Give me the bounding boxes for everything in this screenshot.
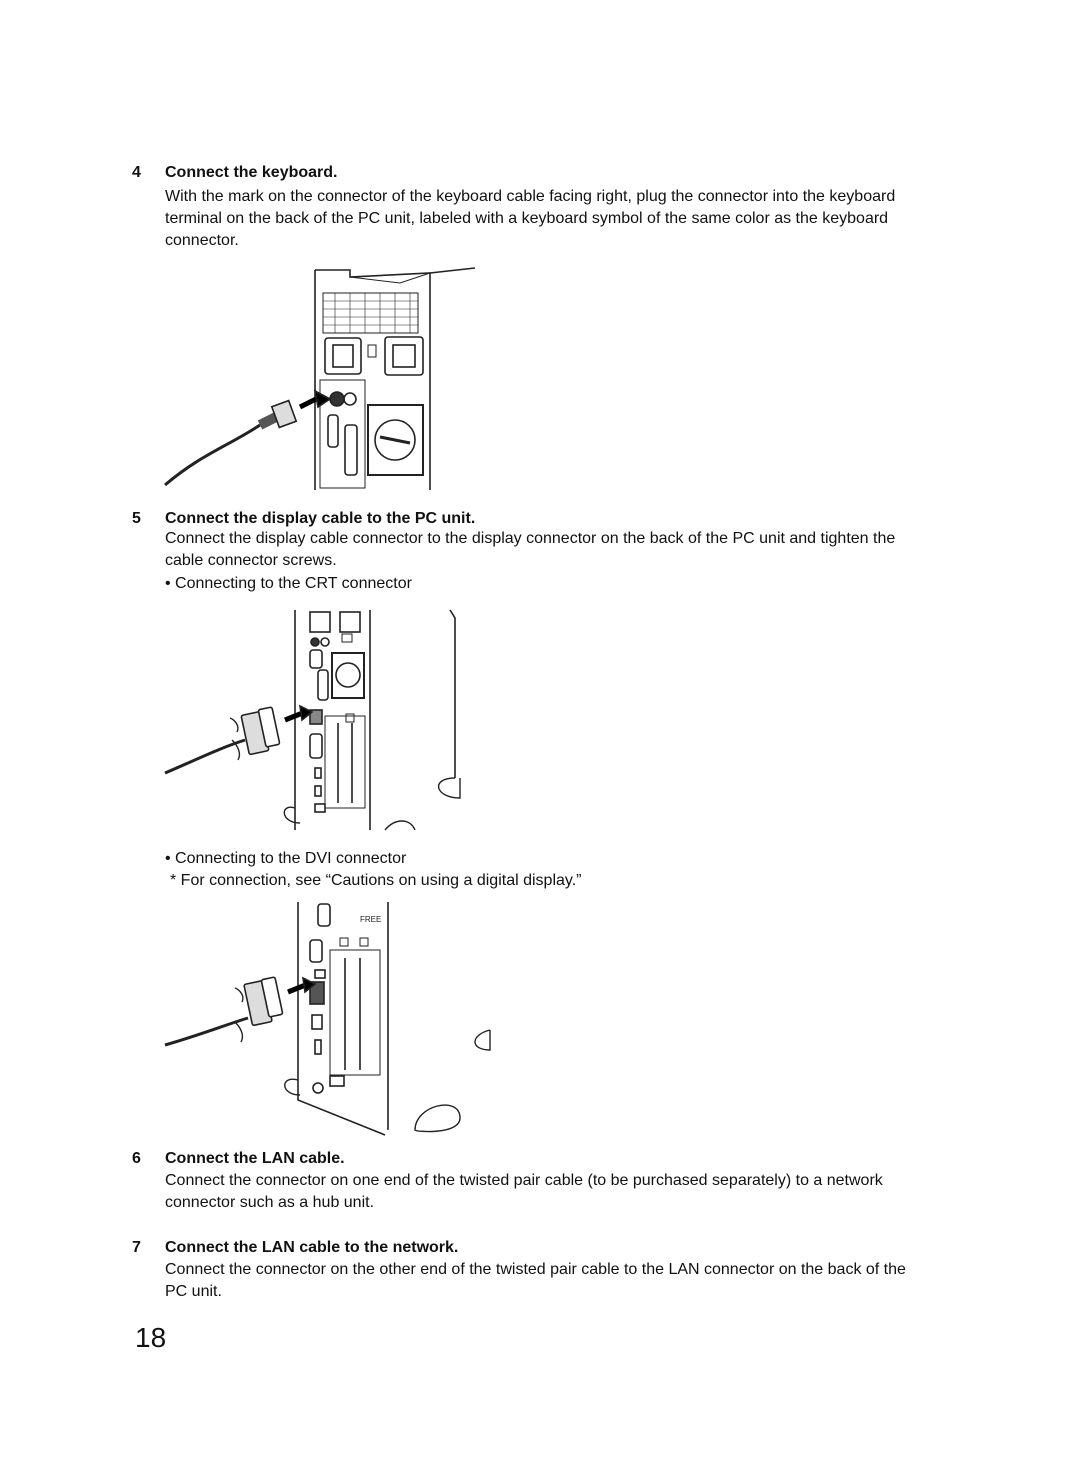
- step-6-title: Connect the LAN cable.: [165, 1150, 345, 1167]
- dvi-free-label: FREE: [360, 915, 382, 924]
- step-6-body: Connect the connector on one end of the twisted pair cable (to be purchased separately) to a network connector such as a hub unit.: [165, 1172, 883, 1211]
- step-4-title: Connect the keyboard.: [165, 164, 338, 181]
- step-4-number: 4: [132, 164, 141, 181]
- step-7-title: Connect the LAN cable to the network.: [165, 1239, 459, 1256]
- step-5-number: 5: [132, 510, 141, 527]
- keyboard-connection-illustration: [160, 265, 480, 493]
- step-4-body: With the mark on the connector of the keyboard cable facing right, plug the connector into the keyboard terminal on the back of the PC unit, labeled with a keyboard symbol of the same color as the keyboard connector.: [165, 188, 896, 249]
- dvi-connection-illustration: [160, 900, 500, 1140]
- page-number: 18: [135, 1322, 167, 1353]
- step-7-body: Connect the connector on the other end of the twisted pair cable to the LAN connector on the back of the PC unit.: [165, 1261, 906, 1300]
- step-5-body: Connect the display cable connector to the display connector on the back of the PC unit and tighten the cable connector screws.: [165, 530, 896, 569]
- step-6-number: 6: [132, 1150, 141, 1167]
- step-7-number: 7: [132, 1239, 141, 1256]
- crt-bullet: • Connecting to the CRT connector: [165, 575, 412, 592]
- crt-connection-illustration: [160, 608, 470, 833]
- dvi-note: * For connection, see “Cautions on using a digital display.”: [170, 872, 582, 889]
- step-5-title: Connect the display cable to the PC unit.: [165, 510, 476, 527]
- dvi-bullet: • Connecting to the DVI connector: [165, 850, 407, 867]
